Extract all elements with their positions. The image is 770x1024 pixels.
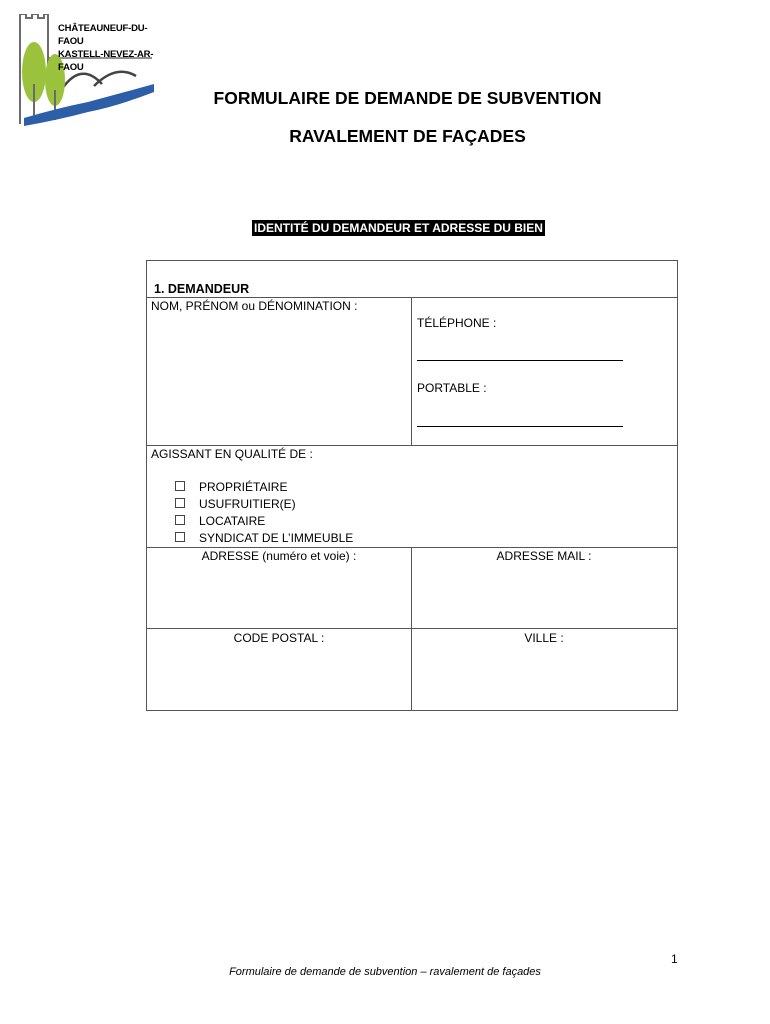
ville-field[interactable] [415,647,675,707]
adresse-field[interactable] [149,565,409,625]
section-heading: IDENTITÉ DU DEMANDEUR ET ADRESSE DU BIEN [254,221,543,235]
code-postal-label: CODE POSTAL : [233,631,325,645]
checkbox[interactable] [175,481,185,491]
logo-line-2: KASTELL-NEVEZ-AR-FAOU [58,49,154,73]
option-locataire[interactable]: LOCATAIRE [175,514,265,528]
page-footer: Formulaire de demande de subvention – ravalement de façades [229,966,541,978]
portable-field[interactable] [417,426,623,427]
document-title: FORMULAIRE DE DEMANDE DE SUBVENTION [213,88,602,108]
row-divider [147,297,677,298]
nom-field[interactable] [149,315,409,443]
row-divider [147,445,677,446]
column-divider [411,297,412,445]
code-postal-field[interactable] [149,647,409,707]
checkbox[interactable] [175,515,185,525]
mail-field[interactable] [415,565,675,625]
logo-text [58,22,158,74]
ville-label: VILLE : [524,631,564,645]
checkbox[interactable] [175,532,185,542]
page-number: 1 [671,952,678,966]
column-divider [411,547,412,711]
telephone-field[interactable] [417,360,623,361]
checkbox[interactable] [175,498,185,508]
qualite-label: AGISSANT EN QUALITÉ DE : [151,447,313,461]
municipality-logo [18,14,158,130]
row-divider [147,547,677,548]
option-usufruitier[interactable]: USUFRUITIER(E) [175,497,296,511]
option-proprietaire[interactable]: PROPRIÉTAIRE [175,480,287,494]
applicant-form-table [146,260,678,711]
row-divider [147,628,677,629]
option-syndicat[interactable]: SYNDICAT DE L’IMMEUBLE [175,531,353,545]
portable-label: PORTABLE : [417,381,487,395]
telephone-label: TÉLÉPHONE : [417,316,497,330]
demandeur-section-title: 1. DEMANDEUR [154,282,250,296]
document-subtitle: RAVALEMENT DE FAÇADES [289,126,526,146]
adresse-label: ADRESSE (numéro et voie) : [201,549,357,563]
mail-label: ADRESSE MAIL : [496,549,592,563]
logo-line-1: CHÂTEAUNEUF-DU-FAOU [58,23,148,47]
nom-label: NOM, PRÉNOM ou DÉNOMINATION : [151,299,358,313]
